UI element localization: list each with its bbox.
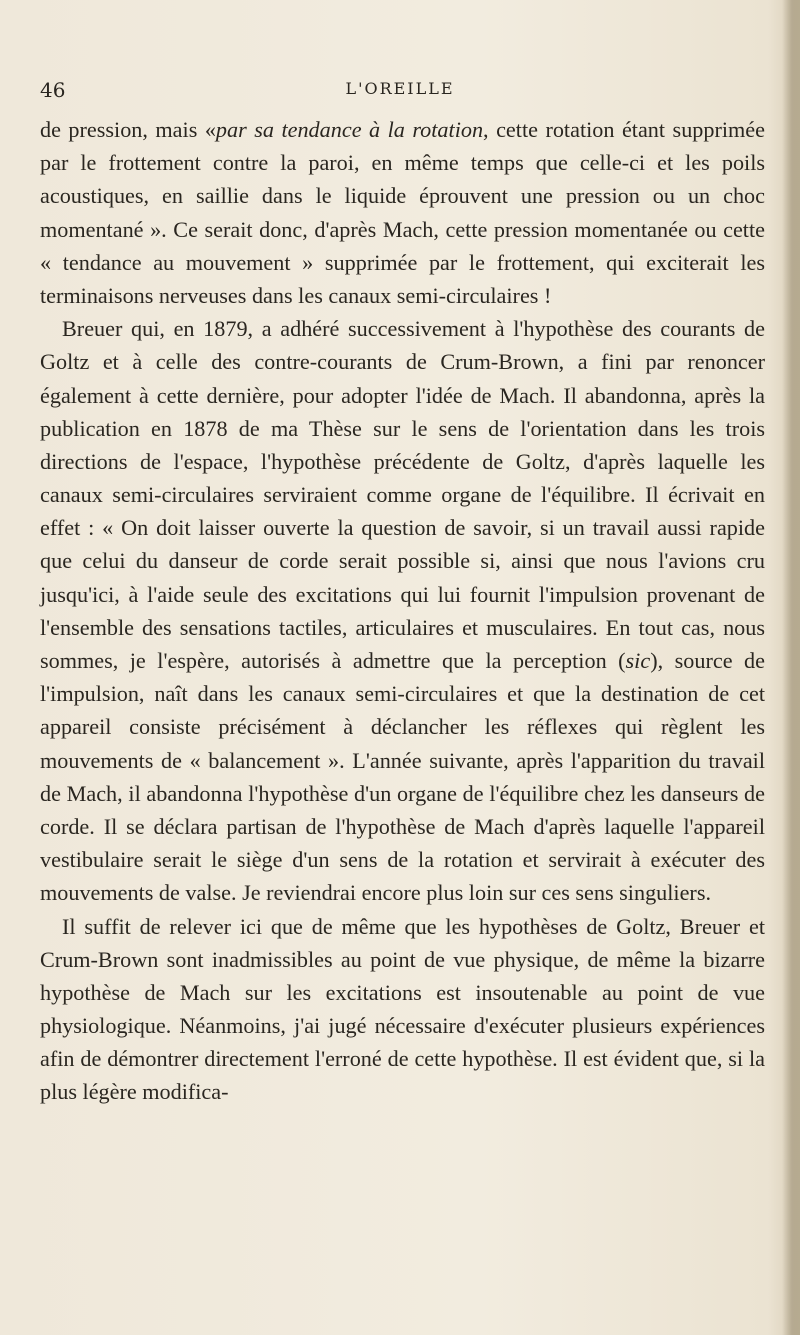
running-head: L'OREILLE: [345, 79, 455, 98]
paragraph-1: [40, 113, 765, 312]
page-number: 46: [40, 78, 66, 102]
paragraph-1-italic: par sa tendance à la rotation: [215, 117, 484, 142]
body-text: [40, 113, 765, 1109]
paragraph-1-text-end: , cette rotation étant supprimée par le frottement contre la paroi, en même temps que celle-ci et les poils acoustiques, en saillie dans le liquide éprouvent une pression ou un choc momentané ». Ce serait donc, d'après Mach, cette pression momentanée ou cette « tendance au mouvement » supprimée par le frottement, qui exciterait les terminaisons nerveuses dans les canaux semi-circulaires !: [40, 117, 765, 308]
paragraph-2: [40, 312, 765, 909]
paragraph-2-text-end: ), source de l'impulsion, naît dans les canaux semi-circulaires et que la destination de cet appareil consiste précisément à déclancher les réflexes qui règlent les mouvements de « balancement ». L'année suivante, après l'apparition du travail de Mach, il abandonna l'hypothèse d'un organe de l'équilibre chez les danseurs de corde. Il se déclara partisan de l'hypothèse de Mach d'après laquelle l'appareil vestibulaire serait le siège d'un sens de la rotation et servirait à exécuter des mouvements de valse. Je reviendrai encore plus loin sur ces sens singuliers.: [40, 648, 765, 906]
paragraph-2-text: Breuer qui, en 1879, a adhéré successivement à l'hypothèse des courants de Goltz et à celle des contre-courants de Crum-Brown, a fini par renoncer également à cette dernière, pour adopter l'idée de Mach. Il abandonna, après la publication en 1878 de ma Thèse sur le sens de l'orientation dans les trois directions de l'espace, l'hypothèse précédente de Goltz, d'après laquelle les canaux semi-circulaires serviraient comme organe de l'équilibre. Il écrivait en effet : « On doit laisser ouverte la question de savoir, si un travail aussi rapide que celui du danseur de corde serait possible si, ainsi que nous l'avions cru jusqu'ici, à l'aide seule des excitations qui lui fournit l'impulsion provenant de l'ensemble des sensations tactiles, articulaires et musculaires. En tout cas, nous sommes, je l'espère, autorisés à admettre que la perception (: [40, 316, 765, 673]
paragraph-3: [40, 910, 765, 1109]
paragraph-1-text: de pression, mais «: [40, 117, 216, 142]
paragraph-2-italic: sic: [625, 648, 651, 673]
page-edge: [782, 0, 800, 1335]
paragraph-3-text: Il suffit de relever ici que de même que les hypothèses de Goltz, Breuer et Crum-Brown sont inadmissibles au point de vue physique, de même la bizarre hypothèse de Mach sur les excitations est insoutenable au point de vue physiologique. Néanmoins, j'ai jugé nécessaire d'exécuter plusieurs expériences afin de démontrer directement l'erroné de cette hypothèse. Il est évident que, si la plus légère modifica-: [40, 913, 765, 1105]
